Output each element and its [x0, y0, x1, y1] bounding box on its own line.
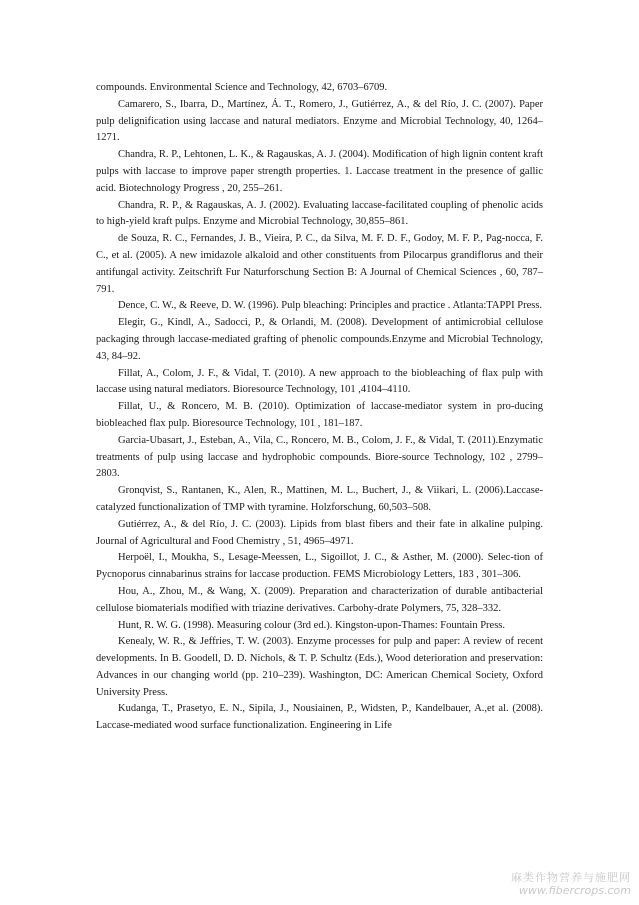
reference-list — [96, 80, 543, 735]
reference-entry: Herpoël, I., Moukha, S., Lesage-Meessen, L., Sigoillot, J. C., & Asther, M. (2000). Selec-tion of Pycnoporus cinnabarinus strains for laccase production. FEMS Microbiology Letters, 183 , 301–306. — [96, 552, 543, 581]
reference-entry: Dence, C. W., & Reeve, D. W. (1996). Pulp bleaching: Principles and practice . Atlanta:TAPPI Press. — [118, 300, 543, 312]
reference-entry: Chandra, R. P., & Ragauskas, A. J. (2002). Evaluating laccase-facilitated coupling of phenolic acids to high-yield kraft pulps. Enzyme and Microbial Technology, 30,855–861. — [96, 199, 543, 228]
reference-entry: Hunt, R. W. G. (1998). Measuring colour (3rd ed.). Kingston-upon-Thames: Fountain Press. — [118, 619, 505, 631]
watermark — [511, 871, 631, 897]
reference-entry: Hou, A., Zhou, M., & Wang, X. (2009). Preparation and characterization of durable antibacterial cellulose biomaterials modified with triazine derivatives. Carbohy-drate Polymers, 75, 328–332. — [96, 585, 543, 614]
reference-entry: Elegir, G., Kindl, A., Sadocci, P., & Orlandi, M. (2008). Development of antimicrobial cellulose packaging through laccase-mediated grafting of phenolic compounds.Enzyme and Microbial Technology, 43, 84–92. — [96, 317, 543, 362]
reference-entry: Fillat, U., & Roncero, M. B. (2010). Optimization of laccase-mediator system in pro-ducing biobleached flax pulp. Bioresource Technology, 101 , 181–187. — [96, 401, 543, 429]
reference-entry: Kudanga, T., Prasetyo, E. N., Sipila, J., Nousiainen, P., Widsten, P., Kandelbauer, A.,et al. (2008). Laccase-mediated wood surface functionalization. Engineering in Life — [96, 703, 543, 732]
document-page — [96, 80, 543, 735]
reference-entry: Garcia-Ubasart, J., Esteban, A., Vila, C., Roncero, M. B., Colom, J. F., & Vidal, T. (2011).Enzymatic treatments of pulp using laccase and hydrophobic compounds. Biore-source Technology, 102 , 2799–2803. — [96, 434, 543, 480]
reference-entry: Chandra, R. P., Lehtonen, L. K., & Ragauskas, A. J. (2004). Modification of high lignin content kraft pulps with laccase to improve paper strength properties. 1. Laccase treatment in the presence of gallic acid. Biotechnology Progress , 20, 255–261. — [96, 149, 543, 194]
reference-entry: de Souza, R. C., Fernandes, J. B., Vieira, P. C., da Silva, M. F. D. F., Godoy, M. F. P., Pag-nocca, F. C., et al. (2005). A new imidazole alkaloid and other constituents from Pilocarpus grandiflorus and their antifungal activity. Zeitschrift Fur Naturforschung Section B: A Journal of Chemical Sciences , 60, 787–791. — [96, 233, 543, 295]
reference-entry: Gutiérrez, A., & del Río, J. C. (2003). Lipids from blast fibers and their fate in alkaline pulping. Journal of Agricultural and Food Chemistry , 51, 4965–4971. — [96, 518, 543, 547]
reference-entry: Gronqvist, S., Rantanen, K., Alen, R., Mattinen, M. L., Buchert, J., & Viikari, L. (2006).Laccase-catalyzed functionalization of TMP with tyramine. Holzforschung, 60,503–508. — [96, 485, 543, 513]
watermark-chinese-text: 麻类作物营养与施肥网 — [511, 871, 631, 884]
watermark-url: www.fibercrops.com — [518, 884, 631, 897]
reference-entry: Fillat, A., Colom, J. F., & Vidal, T. (2010). A new approach to the biobleaching of flax pulp with laccase using natural mediators. Bioresource Technology, 101 ,4104–4110. — [96, 367, 543, 396]
reference-entry: Kenealy, W. R., & Jeffries, T. W. (2003). Enzyme processes for pulp and paper: A review of recent developments. In B. Goodell, D. D. Nichols, & T. P. Schultz (Eds.), Wood deterioration and preservation: Advances in our changing world (pp. 210–239). Washington, DC: American Chemical Society, Oxford University Press. — [96, 636, 543, 698]
reference-entry: compounds. Environmental Science and Technology, 42, 6703–6709. — [96, 82, 388, 93]
reference-entry: Camarero, S., Ibarra, D., Martínez, Á. T., Romero, J., Gutiérrez, A., & del Río, J. C. (2007). Paper pulp delignification using laccase and natural mediators. Enzyme and Microbial Technology, 40, 1264–1271. — [96, 98, 543, 144]
